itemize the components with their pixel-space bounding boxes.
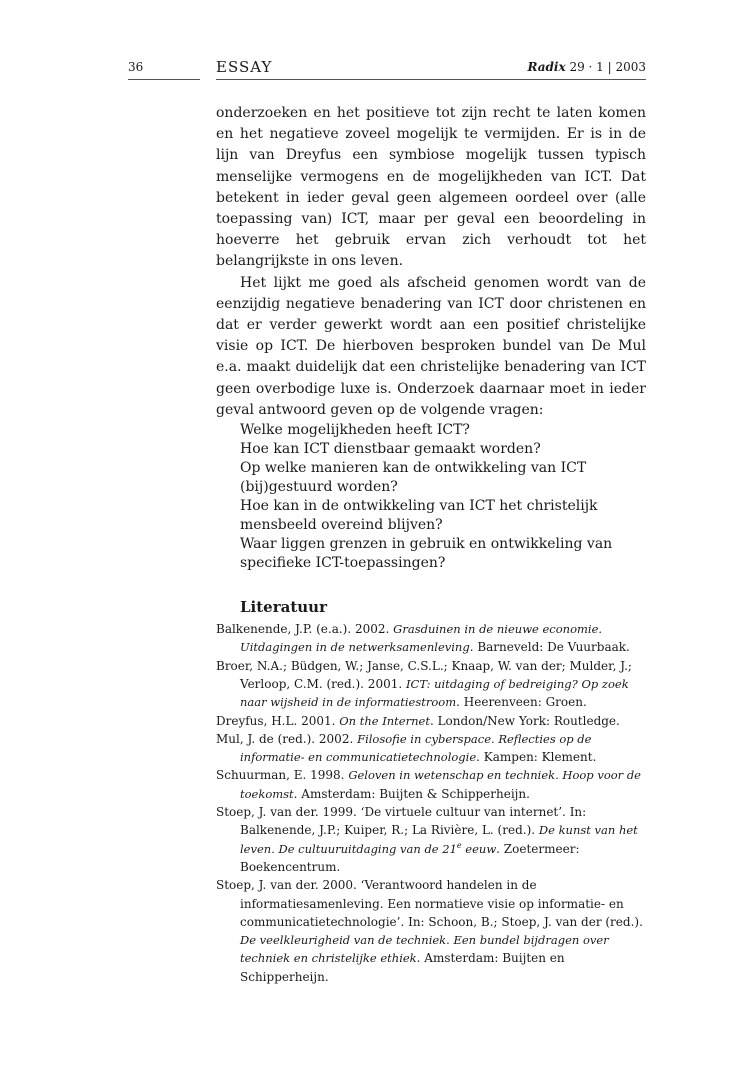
reference-title: De kunst van het leven. De cultuuruitdaging van de 21 [240,823,638,856]
reference-list [216,620,646,986]
journal-name: Radix [527,60,566,74]
reference-publisher: . Amsterdam: Buijten & Schipperheijn. [293,786,530,801]
superscript: e [456,840,462,850]
question-item: Welke mogelijkheden heeft ICT? [240,422,470,439]
reference-publisher: . Barneveld: De Vuurbaak. [469,640,630,655]
reference-authors: Dreyfus, H.L. 2001. [216,713,340,728]
reference-authors: Schuurman, E. 1998. [216,768,349,783]
reference-item [216,620,646,657]
journal-issue: 29 · 1 | 2003 [569,60,646,74]
reference-title-end: eeuw [461,841,497,856]
reference-title: De veelkleurigheid van de techniek. Een bundel bijdragen over techniek en christelijke ethiek [240,933,609,966]
page-number: 36 [128,60,144,74]
reference-authors: Stoep, J. van der. 2000. ‘Verantwoord handelen in de informatiesamenleving. Een normatieve visie op informatie- en communicatietechnologie’. In: Schoon, B.; Stoep, J. van der (red.). [216,878,643,929]
reference-publisher: . Kampen: Klement. [476,750,597,765]
literature-heading: Literatuur [240,598,327,617]
reference-authors: Stoep, J. van der. 1999. ‘De virtuele cultuur van internet’. In: Balkenende, J.P.; Kuiper, R.; La Rivière, L. (red.). [216,805,587,838]
reference-title: ICT: uitdaging of bedreiging? Op zoek naar wijsheid in de informatiestroom [240,676,629,710]
paragraph: Het lijkt me goed als afscheid genomen wordt van de eenzijdig negatieve benadering van ICT door christenen en dat er verder gewerkt wordt aan een positief christelijke visie op ICT. De hierboven besproken bundel van De Mul e.a. maakt duidelijk dat een christelijke benadering van ICT geen overbodige luxe is. Onderzoek daarnaar moet in ieder geval antwoord geven op de volgende vragen: [216,274,646,418]
section-label: ESSAY [216,58,273,76]
reference-item [216,803,646,876]
journal-reference [527,60,646,74]
reference-item [216,712,646,730]
header-rule-left [128,79,200,80]
reference-title: Geloven in wetenschap en techniek. Hoop voor de toekomst [240,768,641,801]
question-list [216,421,646,573]
question-item: Hoe kan in de ontwikkeling van ICT het christelijk mensbeeld overeind blijven? [240,498,598,534]
body-text [216,103,646,421]
reference-title: Filosofie in cyberspace. Reflecties op de informatie- en communicatietechnologie [240,731,592,765]
article-content [216,103,646,986]
reference-title: Grasduinen in de nieuwe economie. Uitdagingen in de netwerksamenleving [240,622,603,655]
header-rule-right [216,79,646,80]
question-item: Op welke manieren kan de ontwikkeling van ICT (bij)gestuurd worden? [240,460,587,496]
reference-item [216,730,646,767]
reference-item [216,766,646,803]
reference-item [216,657,646,712]
question-item: Waar liggen grenzen in gebruik en ontwikkeling van specifieke ICT-toepassingen? [240,536,613,572]
paragraph: onderzoeken en het positieve tot zijn recht te laten komen en het negatieve zoveel mogelijk te vermijden. Er is in de lijn van Dreyfus een symbiose mogelijk tussen typisch menselijke vermogens en de mogelijkheden van ICT. Dat betekent in ieder geval geen algemeen oordeel over (alle toepassing van) ICT, maar per geval een beoordeling in hoeverre het gebruik ervan zich verhoudt tot het belangrijkste in ons leven. [216,105,646,270]
question-item: Hoe kan ICT dienstbaar gemaakt worden? [240,441,541,458]
reference-authors: Broer, N.A.; Büdgen, W.; Janse, C.S.L.; Knaap, W. van der; Mulder, J.; Verloop, C.M. (red.). 2001. [216,658,632,691]
reference-title: On the Internet [339,713,430,728]
reference-item [216,876,646,986]
reference-authors: Balkenende, J.P. (e.a.). 2002. [216,622,394,637]
reference-publisher: . Heerenveen: Groen. [456,695,587,710]
reference-publisher: . Amsterdam: Buijten en Schipperheijn. [240,951,565,984]
reference-publisher: . Zoetermeer: Boekencentrum. [240,841,580,874]
reference-authors: Mul, J. de (red.). 2002. [216,731,358,746]
reference-publisher: . London/New York: Routledge. [429,713,620,728]
